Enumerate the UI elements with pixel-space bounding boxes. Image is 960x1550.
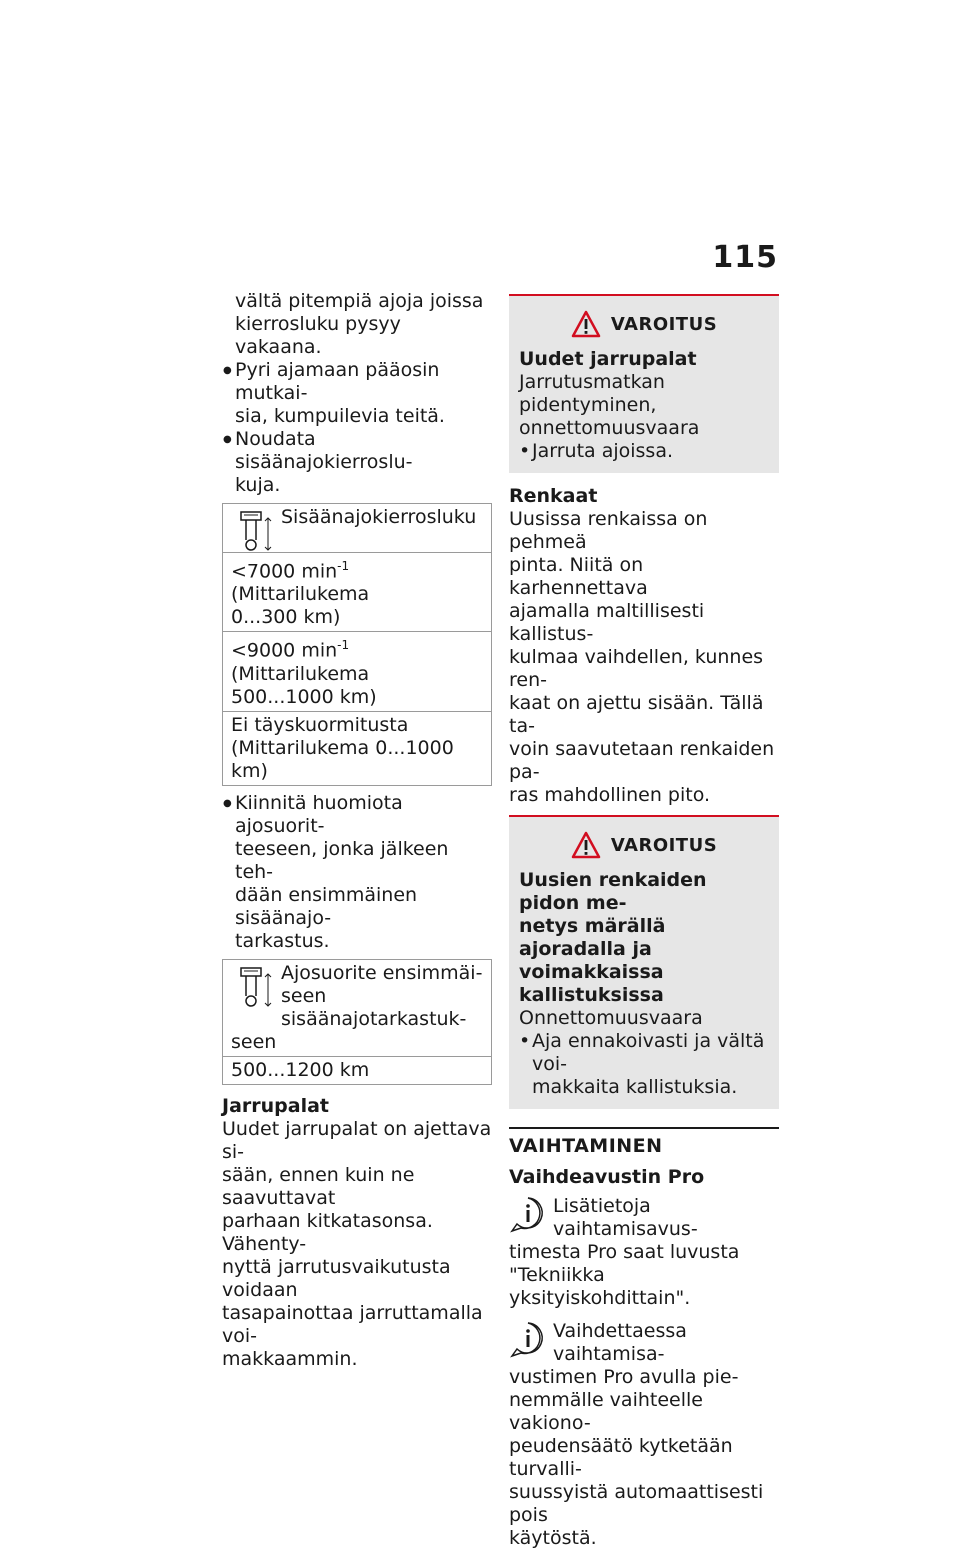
- bullet-line: Jarruta ajoissa.: [532, 440, 674, 462]
- info-note-1: [509, 1195, 779, 1310]
- table-header: [223, 960, 491, 1056]
- text-line: kaat on ajettu sisään. Tällä ta-: [509, 692, 764, 737]
- warning-icon: [571, 831, 601, 859]
- table-header-line: seen sisäänajotarkastuk-: [281, 984, 467, 1030]
- cell-sup: -1: [337, 638, 350, 653]
- cell-text: (Mittarilukema: [231, 583, 370, 606]
- table-header-line: Ajosuorite ensimmäi-: [281, 961, 483, 984]
- text-line: ajamalla maltillisesti kallistus-: [509, 600, 705, 645]
- break-in-rpm-table: [222, 503, 492, 786]
- intro-line-1: vältä pitempiä ajoja joissa: [235, 290, 484, 312]
- bullet-line: sia, kumpuilevia teitä.: [235, 405, 445, 427]
- text-line: suussyistä automaattisesti pois: [509, 1481, 764, 1526]
- table-header-text: Sisäänajokierrosluku: [281, 506, 477, 528]
- bullet-line: teeseen, jonka jälkeen teh-: [235, 837, 449, 883]
- brakes-paragraph: [222, 1118, 492, 1371]
- text-line: pinta. Niitä on karhennettava: [509, 554, 648, 599]
- cell-text: (Mittarilukema 0...1000 km): [231, 736, 454, 782]
- text-line: Vaihdettaessa vaihtamisa-: [553, 1320, 687, 1365]
- text-line: tasapainottaa jarruttamalla voi-: [222, 1301, 483, 1347]
- list-item: [222, 359, 492, 428]
- warning-box-tyres: [509, 815, 779, 1109]
- info-note-2: [509, 1320, 779, 1550]
- warning-header: [519, 310, 769, 338]
- table-row: [223, 1056, 491, 1084]
- warning-box-brakes: [509, 294, 779, 473]
- list-item: [222, 428, 492, 497]
- info-icon: [509, 1195, 547, 1235]
- cell-text: <7000 min: [231, 560, 338, 583]
- text-line: "Tekniikka yksityiskohdittain".: [509, 1264, 691, 1309]
- table-row: [223, 631, 491, 710]
- intro-line-2: kierrosluku pysyy vakaana.: [235, 313, 401, 358]
- cell-text: <9000 min: [231, 639, 338, 662]
- cell-text: 500...1000 km): [231, 685, 377, 708]
- cell-sup: -1: [337, 559, 350, 573]
- bullet-line: ● Pyri ajamaan pääosin mutkai-: [235, 359, 440, 404]
- warning-title-line: netys märällä ajoradalla ja: [519, 915, 666, 960]
- list-item: [519, 1030, 769, 1099]
- first-inspection-table: [222, 959, 492, 1085]
- text-line: ras mahdollinen pito.: [509, 784, 711, 806]
- table-header: [223, 504, 491, 552]
- warning-header: [519, 831, 769, 859]
- text-line: Onnettomuusvaara: [519, 1007, 703, 1029]
- piston-icon: [235, 966, 275, 1010]
- text-line: sään, ennen kuin ne saavuttavat: [222, 1163, 415, 1209]
- bullet-line: kuja.: [235, 474, 281, 496]
- table-row: [223, 711, 491, 785]
- table-header-line: seen: [231, 1030, 277, 1053]
- bullet-line: • Aja ennakoivasti ja vältä voi-: [532, 1030, 765, 1075]
- cell-text: 500...1200 km: [231, 1058, 370, 1081]
- text-line: makkaammin.: [222, 1347, 358, 1370]
- piston-icon: [235, 510, 275, 554]
- text-line: nyttä jarrutusvaikutusta voidaan: [222, 1255, 451, 1301]
- text-line: nemmälle vaihteelle vakiono-: [509, 1389, 703, 1434]
- text-line: Uusissa renkaissa on pehmeä: [509, 508, 708, 553]
- left-column: [222, 290, 492, 1371]
- bullet-line: dään ensimmäinen sisäänajo-: [235, 883, 418, 929]
- warning-label: VAROITUS: [610, 313, 718, 335]
- table-row: [223, 552, 491, 631]
- warning-title-line: voimakkaissa kallistuksissa: [519, 961, 664, 1006]
- text-line: onnettomuusvaara: [519, 417, 700, 439]
- sub-heading: Vaihdeavustin Pro: [509, 1166, 705, 1188]
- warning-label: VAROITUS: [610, 834, 718, 856]
- bullet-line: ● Noudata sisäänajokierroslu-: [235, 428, 413, 473]
- text-line: Jarrutusmatkan pidentyminen,: [519, 371, 665, 416]
- bullet-line: ● Kiinnitä huomiota ajosuorit-: [235, 791, 403, 837]
- list-item: [519, 440, 769, 463]
- warning-icon: [571, 310, 601, 338]
- brakes-heading: Jarrupalat: [222, 1094, 329, 1117]
- text-line: voin saavutetaan renkaiden pa-: [509, 738, 775, 783]
- text-line: käytöstä.: [509, 1527, 597, 1549]
- text-line: Lisätietoja vaihtamisavus-: [553, 1195, 698, 1240]
- tyres-paragraph: [509, 508, 779, 807]
- tyres-heading: Renkaat: [509, 485, 598, 507]
- cell-text: 0...300 km): [231, 606, 341, 629]
- cell-text: Ei täyskuormitusta: [231, 713, 409, 736]
- text-line: parhaan kitkatasonsa. Vähenty-: [222, 1209, 433, 1255]
- text-line: peudensäätö kytketään turvalli-: [509, 1435, 733, 1480]
- text-line: vustimen Pro avulla pie-: [509, 1366, 739, 1388]
- cell-text: (Mittarilukema: [231, 662, 370, 685]
- info-icon: [509, 1320, 547, 1360]
- warning-title-line: Uusien renkaiden pidon me-: [519, 869, 707, 914]
- page-number: 115: [712, 240, 778, 275]
- bullet-line: makkaita kallistuksia.: [532, 1076, 738, 1098]
- bullet-line: tarkastus.: [235, 929, 330, 952]
- text-line: kulmaa vaihdellen, kunnes ren-: [509, 646, 764, 691]
- section-title: VAIHTAMINEN: [509, 1127, 779, 1158]
- list-item: [222, 792, 492, 953]
- text-line: Uudet jarrupalat on ajettava si-: [222, 1117, 492, 1163]
- warning-title: Uudet jarrupalat: [519, 348, 697, 370]
- text-line: timesta Pro saat luvusta: [509, 1241, 740, 1263]
